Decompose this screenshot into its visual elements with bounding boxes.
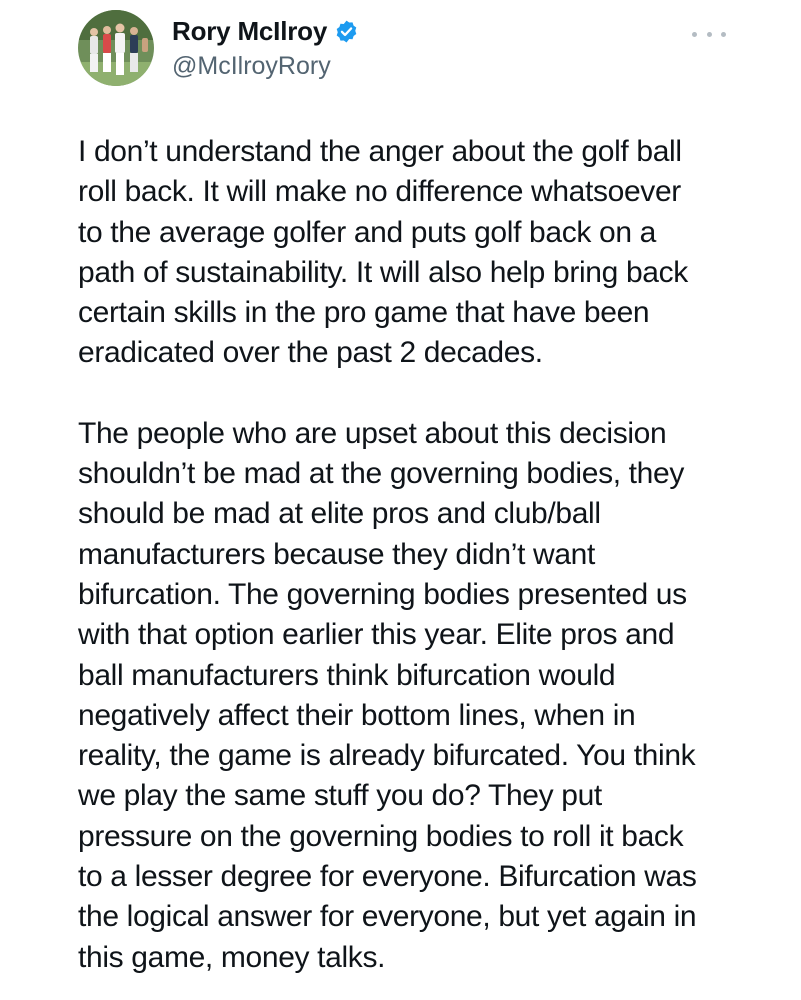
tweet-paragraph-2: The people who are upset about this decision shouldn’t be mad at the governing bodies, they should be mad at elite pros and club/ball manufacturers because they didn’t want bifurcation. The governing bodies presented us with that option earlier this year. Elite pros and ball manufacturers think bifurcation would negatively affect their bottom lines, when in reality, the game is already bifurcated. You think we play the same stuff you do? They put pressure on the governing bodies to roll it back to a lesser degree for everyone. Bifurcation was the logical answer for everyone, but yet again in this game, money talks. [78, 416, 697, 974]
tweet-paragraph-1: I don’t understand the anger about the golf ball roll back. It will make no difference whatsoever to the average golfer and puts golf back on a path of sustainability. It will also help bring back certain skills in the pro game that have been eradicated over the past 2 decades. [78, 135, 688, 370]
more-dot [707, 32, 712, 37]
more-dot [692, 32, 697, 37]
verified-badge-icon [334, 19, 359, 44]
author-handle[interactable]: @McIlroyRory [172, 52, 331, 80]
avatar[interactable] [78, 10, 154, 86]
author-display-name[interactable]: Rory McIlroy [172, 16, 328, 46]
more-horizontal-icon[interactable] [692, 24, 726, 44]
more-dot [721, 32, 726, 37]
tweet-text [78, 132, 768, 978]
avatar-photo [78, 10, 154, 86]
author-name-row[interactable] [172, 14, 359, 48]
